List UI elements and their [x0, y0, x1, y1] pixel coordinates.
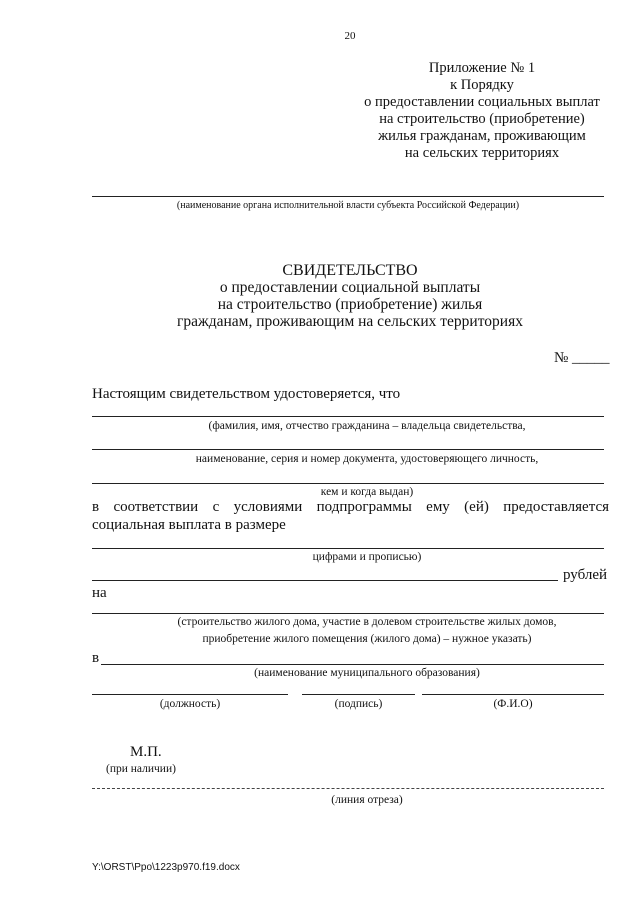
rubles-label: рублей — [563, 567, 608, 583]
paragraph-line-2: социальная выплата в размере — [92, 517, 286, 533]
annex-line: на сельских территориях — [404, 145, 560, 161]
certificate-number: № _____ — [554, 350, 610, 366]
annex-line: на строительство (приобретение) — [379, 111, 585, 127]
document-title — [0, 262, 640, 330]
annex-header — [357, 60, 607, 162]
caption-purpose-2: приобретение жилого помещения (жилого дома) – нужное указать) — [202, 633, 532, 645]
caption-position: (должность) — [159, 698, 221, 710]
authority-caption: (наименование органа исполнительной власти субъекта Российской Федерации) — [176, 200, 520, 211]
title-heading: СВИДЕТЕЛЬСТВО — [282, 262, 418, 279]
caption-signature: (подпись) — [334, 698, 383, 710]
na-label: на — [92, 585, 107, 601]
caption-issued: кем и когда выдан) — [320, 486, 414, 498]
caption-name: (Ф.И.О) — [493, 698, 533, 710]
signature-line — [302, 694, 415, 695]
stamp-label: М.П. — [130, 744, 162, 760]
caption-municipality: (наименование муниципального образования) — [254, 667, 480, 679]
municipality-line — [101, 664, 604, 665]
footer-file-path: Y:\ORST\Ppo\1223p970.f19.docx — [92, 862, 240, 873]
intro-text: Настоящим свидетельством удостоверяется, что — [92, 386, 401, 402]
title-line: о предоставлении социальной выплаты — [219, 279, 481, 296]
caption-fio: (фамилия, имя, отчество гражданина – владельца свидетельства, — [208, 420, 526, 432]
caption-amount: цифрами и прописью) — [312, 551, 422, 563]
caption-document: наименование, серия и номер документа, удостоверяющего личность, — [195, 453, 539, 465]
v-label: в — [92, 650, 100, 666]
authority-line — [92, 196, 604, 197]
annex-line: к Порядку — [450, 77, 514, 93]
fio-line — [92, 416, 604, 417]
annex-line: о предоставлении социальных выплат — [364, 94, 600, 110]
page-number: 20 — [344, 30, 356, 42]
cut-line-caption: (линия отреза) — [331, 794, 403, 806]
title-line: гражданам, проживающим на сельских территориях — [177, 313, 523, 330]
stamp-note: (при наличии) — [106, 763, 176, 775]
cut-line — [92, 788, 604, 789]
amount-line — [92, 548, 604, 549]
title-line: на строительство (приобретение) жилья — [217, 296, 483, 313]
annex-line: Приложение № 1 — [428, 60, 536, 76]
document-line — [92, 449, 604, 450]
position-line — [92, 694, 288, 695]
amount-words-line — [92, 580, 558, 581]
purpose-line — [92, 613, 604, 614]
paragraph-line-1: в соответствии с условиями подпрограммы ему (ей) предоставляется — [92, 499, 609, 515]
issued-line — [92, 483, 604, 484]
name-line — [422, 694, 604, 695]
annex-line: жилья гражданам, проживающим — [378, 128, 586, 144]
caption-purpose-1: (строительство жилого дома, участие в долевом строительстве жилых домов, — [177, 616, 557, 628]
